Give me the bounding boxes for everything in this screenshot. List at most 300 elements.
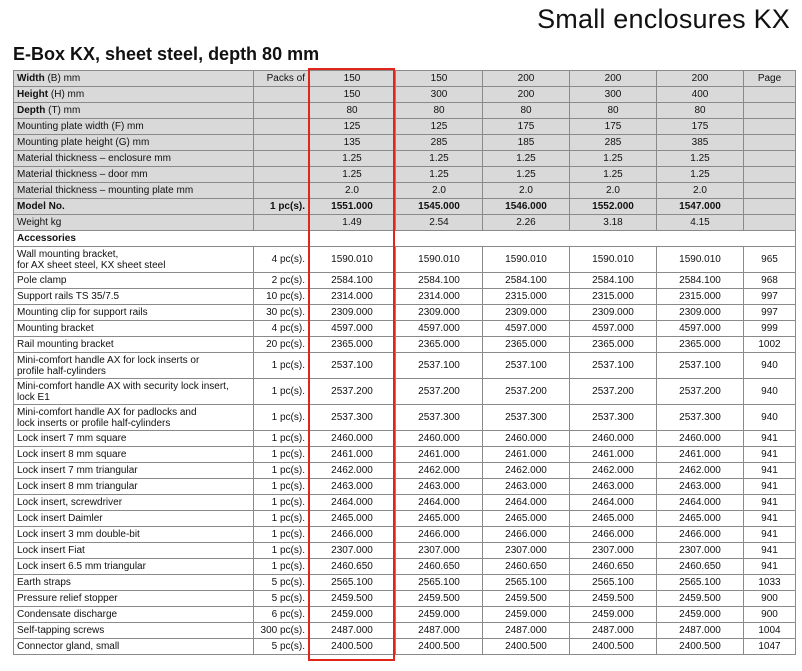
page-cell: 941 — [744, 431, 796, 447]
spec-label — [14, 71, 254, 87]
part-number-cell: 2565.100 — [483, 575, 570, 591]
part-number-cell: 2365.000 — [483, 337, 570, 353]
spec-label — [14, 87, 254, 103]
part-number-cell: 2464.000 — [309, 495, 396, 511]
part-number-cell: 4597.000 — [309, 321, 396, 337]
part-number-cell: 2584.100 — [483, 273, 570, 289]
weight-row — [14, 215, 796, 231]
part-number-cell: 2307.000 — [396, 543, 483, 559]
model-number-cell: 1546.000 — [483, 199, 570, 215]
accessory-row — [14, 431, 796, 447]
spec-label — [14, 103, 254, 119]
value-cell: 1.25 — [309, 167, 396, 183]
part-number-cell: 2565.100 — [657, 575, 744, 591]
part-number-cell: 2461.000 — [483, 447, 570, 463]
page-title: Small enclosures KX — [537, 4, 790, 34]
model-number-cell: 1551.000 — [309, 199, 396, 215]
pack-cell: 1 pc(s). — [254, 447, 309, 463]
accessory-row — [14, 463, 796, 479]
value-cell: 2.0 — [309, 183, 396, 199]
part-number-cell: 2537.300 — [396, 405, 483, 431]
value-cell: 200 — [657, 71, 744, 87]
part-number-cell: 2565.100 — [309, 575, 396, 591]
part-number-cell: 2537.200 — [570, 379, 657, 405]
value-cell: 1.25 — [570, 167, 657, 183]
accessory-label — [14, 511, 254, 527]
part-number-cell: 2365.000 — [309, 337, 396, 353]
model-number-cell: 1545.000 — [396, 199, 483, 215]
accessory-label — [14, 305, 254, 321]
accessory-label — [14, 247, 254, 273]
accessory-label-line: Earth straps — [17, 577, 71, 588]
part-number-cell: 4597.000 — [483, 321, 570, 337]
part-number-cell: 4597.000 — [657, 321, 744, 337]
value-cell: 185 — [483, 135, 570, 151]
part-number-cell: 2459.000 — [396, 607, 483, 623]
page-cell: 941 — [744, 479, 796, 495]
part-number-cell: 2487.000 — [309, 623, 396, 639]
value-cell: 150 — [309, 87, 396, 103]
page-cell: 1004 — [744, 623, 796, 639]
accessory-label — [14, 639, 254, 655]
page-cell: Page — [744, 71, 796, 87]
part-number-cell: 2314.000 — [309, 289, 396, 305]
part-number-cell: 2565.100 — [396, 575, 483, 591]
accessory-label — [14, 543, 254, 559]
accessory-row — [14, 379, 796, 405]
spec-row — [14, 103, 796, 119]
product-table — [13, 70, 796, 655]
page-cell: 997 — [744, 305, 796, 321]
part-number-cell: 2459.500 — [657, 591, 744, 607]
value-cell: 1.25 — [483, 151, 570, 167]
page-cell: 941 — [744, 495, 796, 511]
accessory-row — [14, 511, 796, 527]
value-cell: 1.25 — [657, 167, 744, 183]
value-cell: 1.25 — [570, 151, 657, 167]
value-cell: 125 — [396, 119, 483, 135]
accessory-label — [14, 559, 254, 575]
spec-row — [14, 71, 796, 87]
value-cell: 385 — [657, 135, 744, 151]
accessory-row — [14, 447, 796, 463]
pack-cell: 1 pc(s). — [254, 559, 309, 575]
part-number-cell: 2460.650 — [396, 559, 483, 575]
part-number-cell: 1590.010 — [396, 247, 483, 273]
spec-label-text: Material thickness – door mm — [17, 169, 148, 180]
value-cell: 1.25 — [309, 151, 396, 167]
page-cell: 1033 — [744, 575, 796, 591]
accessory-label-line: Condensate discharge — [17, 609, 118, 620]
part-number-cell: 2315.000 — [570, 289, 657, 305]
pack-cell: 300 pc(s). — [254, 623, 309, 639]
accessory-label-line: Lock insert 7 mm square — [17, 433, 127, 444]
part-number-cell: 2466.000 — [657, 527, 744, 543]
page-cell: 940 — [744, 353, 796, 379]
value-cell: 80 — [483, 103, 570, 119]
part-number-cell: 2537.100 — [483, 353, 570, 379]
accessory-label-line: profile half-cylinders — [17, 365, 106, 377]
accessory-label — [14, 623, 254, 639]
accessory-label-line: Lock insert Fiat — [17, 545, 85, 556]
pack-cell: 1 pc(s). — [254, 431, 309, 447]
product-subtitle: E-Box KX, sheet steel, depth 80 mm — [13, 44, 320, 64]
part-number-cell: 2463.000 — [483, 479, 570, 495]
table-body — [14, 71, 796, 655]
page-cell — [744, 199, 796, 215]
page-cell: 965 — [744, 247, 796, 273]
accessory-label — [14, 431, 254, 447]
part-number-cell: 2460.000 — [570, 431, 657, 447]
part-number-cell: 2462.000 — [396, 463, 483, 479]
part-number-cell: 2565.100 — [570, 575, 657, 591]
pack-cell — [254, 119, 309, 135]
part-number-cell: 2460.650 — [309, 559, 396, 575]
part-number-cell: 2466.000 — [570, 527, 657, 543]
spec-label — [14, 135, 254, 151]
pack-cell — [254, 215, 309, 231]
accessory-label-line: Lock insert 8 mm square — [17, 449, 127, 460]
model-row — [14, 199, 796, 215]
part-number-cell: 2459.500 — [570, 591, 657, 607]
part-number-cell: 2466.000 — [483, 527, 570, 543]
value-cell: 80 — [657, 103, 744, 119]
part-number-cell: 2537.200 — [396, 379, 483, 405]
page-cell — [744, 87, 796, 103]
accessory-label — [14, 273, 254, 289]
part-number-cell: 2460.000 — [309, 431, 396, 447]
accessory-label-line: Lock insert, screwdriver — [17, 497, 123, 508]
part-number-cell: 2463.000 — [657, 479, 744, 495]
part-number-cell: 2537.100 — [570, 353, 657, 379]
part-number-cell: 2537.100 — [309, 353, 396, 379]
page-cell — [744, 119, 796, 135]
part-number-cell: 2462.000 — [570, 463, 657, 479]
part-number-cell: 2460.000 — [657, 431, 744, 447]
part-number-cell: 2464.000 — [657, 495, 744, 511]
model-number-cell: 1552.000 — [570, 199, 657, 215]
part-number-cell: 2461.000 — [396, 447, 483, 463]
value-cell: 2.0 — [657, 183, 744, 199]
accessory-label-line: Lock insert Daimler — [17, 513, 103, 524]
accessory-label-line: Mounting bracket — [17, 323, 94, 334]
accessory-label — [14, 379, 254, 405]
spec-row — [14, 87, 796, 103]
spec-label-bold: Depth — [17, 105, 46, 116]
spec-label-bold: Width — [17, 73, 45, 84]
part-number-cell: 2365.000 — [396, 337, 483, 353]
spec-row — [14, 119, 796, 135]
weight-cell: 3.18 — [570, 215, 657, 231]
pack-cell: 6 pc(s). — [254, 607, 309, 623]
part-number-cell: 2537.200 — [309, 379, 396, 405]
accessories-heading-row — [14, 231, 796, 247]
part-number-cell: 2461.000 — [657, 447, 744, 463]
part-number-cell: 2400.500 — [657, 639, 744, 655]
part-number-cell: 2537.100 — [657, 353, 744, 379]
part-number-cell: 2460.650 — [570, 559, 657, 575]
accessory-row — [14, 353, 796, 379]
part-number-cell: 2465.000 — [396, 511, 483, 527]
part-number-cell: 2537.300 — [483, 405, 570, 431]
pack-cell: 10 pc(s). — [254, 289, 309, 305]
value-cell: 400 — [657, 87, 744, 103]
spec-label — [14, 183, 254, 199]
accessory-label — [14, 463, 254, 479]
part-number-cell: 2584.100 — [570, 273, 657, 289]
page-cell: 1047 — [744, 639, 796, 655]
accessory-label — [14, 321, 254, 337]
accessory-row — [14, 623, 796, 639]
accessory-row — [14, 321, 796, 337]
spec-label — [14, 151, 254, 167]
accessory-label-line: Mini-comfort handle AX for padlocks and — [17, 406, 197, 418]
pack-cell — [254, 183, 309, 199]
part-number-cell: 2307.000 — [657, 543, 744, 559]
part-number-cell: 2537.200 — [483, 379, 570, 405]
value-cell: 80 — [570, 103, 657, 119]
part-number-cell: 4597.000 — [396, 321, 483, 337]
accessory-row — [14, 559, 796, 575]
value-cell: 80 — [396, 103, 483, 119]
value-cell: 150 — [309, 71, 396, 87]
part-number-cell: 1590.010 — [657, 247, 744, 273]
page-cell: 941 — [744, 543, 796, 559]
accessory-label-line: Rail mounting bracket — [17, 339, 114, 350]
spec-label-text: (H) mm — [48, 89, 85, 100]
page-cell: 997 — [744, 289, 796, 305]
accessory-label-line: Lock insert 8 mm triangular — [17, 481, 138, 492]
accessory-label-line: lock E1 — [17, 391, 50, 403]
part-number-cell: 2537.300 — [570, 405, 657, 431]
spec-row — [14, 183, 796, 199]
part-number-cell: 2307.000 — [309, 543, 396, 559]
pack-cell: 1 pc(s). — [254, 495, 309, 511]
pack-cell: 1 pc(s). — [254, 405, 309, 431]
accessory-label-line: Self-tapping screws — [17, 625, 105, 636]
accessory-label — [14, 527, 254, 543]
part-number-cell: 2400.500 — [309, 639, 396, 655]
spec-label-text: Mounting plate height (G) mm — [17, 137, 150, 148]
accessory-row — [14, 273, 796, 289]
pack-cell: 20 pc(s). — [254, 337, 309, 353]
part-number-cell: 2465.000 — [483, 511, 570, 527]
spec-label-bold: Height — [17, 89, 49, 100]
part-number-cell: 2463.000 — [309, 479, 396, 495]
accessory-label-line: Lock insert 3 mm double-bit — [17, 529, 140, 540]
pack-cell: 5 pc(s). — [254, 639, 309, 655]
accessory-row — [14, 607, 796, 623]
value-cell: 150 — [396, 71, 483, 87]
page-cell: 999 — [744, 321, 796, 337]
part-number-cell: 2309.000 — [570, 305, 657, 321]
page-cell — [744, 167, 796, 183]
part-number-cell: 2400.500 — [570, 639, 657, 655]
page-cell: 941 — [744, 463, 796, 479]
part-number-cell: 2459.500 — [396, 591, 483, 607]
value-cell: 200 — [570, 71, 657, 87]
value-cell: 80 — [309, 103, 396, 119]
pack-cell: 1 pc(s). — [254, 353, 309, 379]
value-cell: 285 — [396, 135, 483, 151]
value-cell: 2.0 — [396, 183, 483, 199]
part-number-cell: 2307.000 — [483, 543, 570, 559]
part-number-cell: 1590.010 — [570, 247, 657, 273]
value-cell: 285 — [570, 135, 657, 151]
part-number-cell: 2461.000 — [570, 447, 657, 463]
page-cell — [744, 215, 796, 231]
accessory-label-line: Wall mounting bracket, — [17, 248, 119, 260]
accessory-label-line: Connector gland, small — [17, 641, 120, 652]
page-cell: 900 — [744, 591, 796, 607]
pack-cell: 1 pc(s). — [254, 463, 309, 479]
page-cell: 941 — [744, 447, 796, 463]
value-cell: 1.25 — [657, 151, 744, 167]
value-cell: 200 — [483, 87, 570, 103]
part-number-cell: 2537.200 — [657, 379, 744, 405]
part-number-cell: 2465.000 — [309, 511, 396, 527]
part-number-cell: 2462.000 — [309, 463, 396, 479]
value-cell: 1.25 — [396, 167, 483, 183]
pack-cell — [254, 87, 309, 103]
accessory-row — [14, 405, 796, 431]
part-number-cell: 2314.000 — [396, 289, 483, 305]
accessory-row — [14, 543, 796, 559]
spec-row — [14, 135, 796, 151]
part-number-cell: 2459.000 — [483, 607, 570, 623]
accessory-label — [14, 575, 254, 591]
page-cell: 940 — [744, 405, 796, 431]
part-number-cell: 2309.000 — [657, 305, 744, 321]
weight-cell: 2.26 — [483, 215, 570, 231]
spec-label — [14, 167, 254, 183]
page-cell: 968 — [744, 273, 796, 289]
pack-cell: 5 pc(s). — [254, 591, 309, 607]
pack-cell — [254, 135, 309, 151]
pack-cell: 1 pc(s). — [254, 199, 309, 215]
pack-cell: 1 pc(s). — [254, 479, 309, 495]
part-number-cell: 2487.000 — [483, 623, 570, 639]
part-number-cell: 2307.000 — [570, 543, 657, 559]
part-number-cell: 2464.000 — [570, 495, 657, 511]
value-cell: 200 — [483, 71, 570, 87]
accessory-label — [14, 607, 254, 623]
value-cell: 300 — [396, 87, 483, 103]
part-number-cell: 2487.000 — [570, 623, 657, 639]
pack-cell: 1 pc(s). — [254, 543, 309, 559]
page-cell: 1002 — [744, 337, 796, 353]
pack-cell — [254, 103, 309, 119]
part-number-cell: 2537.300 — [309, 405, 396, 431]
spec-label-text: Material thickness – mounting plate mm — [17, 185, 194, 196]
accessory-label-line: Support rails TS 35/7.5 — [17, 291, 120, 302]
part-number-cell: 2584.100 — [309, 273, 396, 289]
value-cell: 300 — [570, 87, 657, 103]
part-number-cell: 2463.000 — [396, 479, 483, 495]
page-cell: 941 — [744, 511, 796, 527]
part-number-cell: 2464.000 — [396, 495, 483, 511]
part-number-cell: 2537.300 — [657, 405, 744, 431]
part-number-cell: 2487.000 — [657, 623, 744, 639]
value-cell: 1.25 — [396, 151, 483, 167]
accessory-row — [14, 495, 796, 511]
accessory-label — [14, 337, 254, 353]
model-label: Model No. — [14, 199, 254, 215]
page-cell: 900 — [744, 607, 796, 623]
part-number-cell: 2460.650 — [657, 559, 744, 575]
pack-cell: 5 pc(s). — [254, 575, 309, 591]
page-cell — [744, 151, 796, 167]
part-number-cell: 1590.010 — [483, 247, 570, 273]
part-number-cell: 2462.000 — [657, 463, 744, 479]
part-number-cell: 2465.000 — [657, 511, 744, 527]
part-number-cell: 2537.100 — [396, 353, 483, 379]
accessories-heading: Accessories — [14, 231, 796, 247]
page-cell: 940 — [744, 379, 796, 405]
part-number-cell: 1590.010 — [309, 247, 396, 273]
accessory-label-line: Pressure relief stopper — [17, 593, 118, 604]
part-number-cell: 2584.100 — [657, 273, 744, 289]
part-number-cell: 2461.000 — [309, 447, 396, 463]
part-number-cell: 2459.000 — [570, 607, 657, 623]
part-number-cell: 2459.000 — [309, 607, 396, 623]
spec-label-text: Material thickness – enclosure mm — [17, 153, 171, 164]
part-number-cell: 2460.650 — [483, 559, 570, 575]
weight-cell: 1.49 — [309, 215, 396, 231]
part-number-cell: 2315.000 — [483, 289, 570, 305]
spec-label-text: Mounting plate width (F) mm — [17, 121, 144, 132]
accessory-label-line: Lock insert 6.5 mm triangular — [17, 561, 146, 572]
value-cell: 175 — [657, 119, 744, 135]
value-cell: 135 — [309, 135, 396, 151]
value-cell: 2.0 — [570, 183, 657, 199]
accessory-row — [14, 289, 796, 305]
accessory-row — [14, 337, 796, 353]
page-cell — [744, 103, 796, 119]
part-number-cell: 2400.500 — [396, 639, 483, 655]
accessory-row — [14, 591, 796, 607]
accessory-label — [14, 447, 254, 463]
value-cell: 2.0 — [483, 183, 570, 199]
accessory-label-line: for AX sheet steel, KX sheet steel — [17, 259, 166, 271]
part-number-cell: 2460.000 — [483, 431, 570, 447]
value-cell: 1.25 — [483, 167, 570, 183]
part-number-cell: 2459.000 — [657, 607, 744, 623]
pack-cell: 2 pc(s). — [254, 273, 309, 289]
spec-row — [14, 151, 796, 167]
accessory-label — [14, 289, 254, 305]
part-number-cell: 2466.000 — [309, 527, 396, 543]
spec-label — [14, 119, 254, 135]
weight-label: Weight kg — [14, 215, 254, 231]
accessory-label-line: Lock insert 7 mm triangular — [17, 465, 138, 476]
part-number-cell: 2465.000 — [570, 511, 657, 527]
weight-cell: 4.15 — [657, 215, 744, 231]
value-cell: 125 — [309, 119, 396, 135]
pack-cell: 30 pc(s). — [254, 305, 309, 321]
part-number-cell: 2464.000 — [483, 495, 570, 511]
part-number-cell: 2315.000 — [657, 289, 744, 305]
accessory-row — [14, 305, 796, 321]
accessory-label — [14, 405, 254, 431]
part-number-cell: 2460.000 — [396, 431, 483, 447]
pack-cell: 4 pc(s). — [254, 321, 309, 337]
accessory-label — [14, 479, 254, 495]
accessory-label-line: Mini-comfort handle AX with security lock insert, — [17, 380, 229, 392]
pack-cell — [254, 167, 309, 183]
pack-cell: 1 pc(s). — [254, 379, 309, 405]
accessory-label-line: Mounting clip for support rails — [17, 307, 148, 318]
